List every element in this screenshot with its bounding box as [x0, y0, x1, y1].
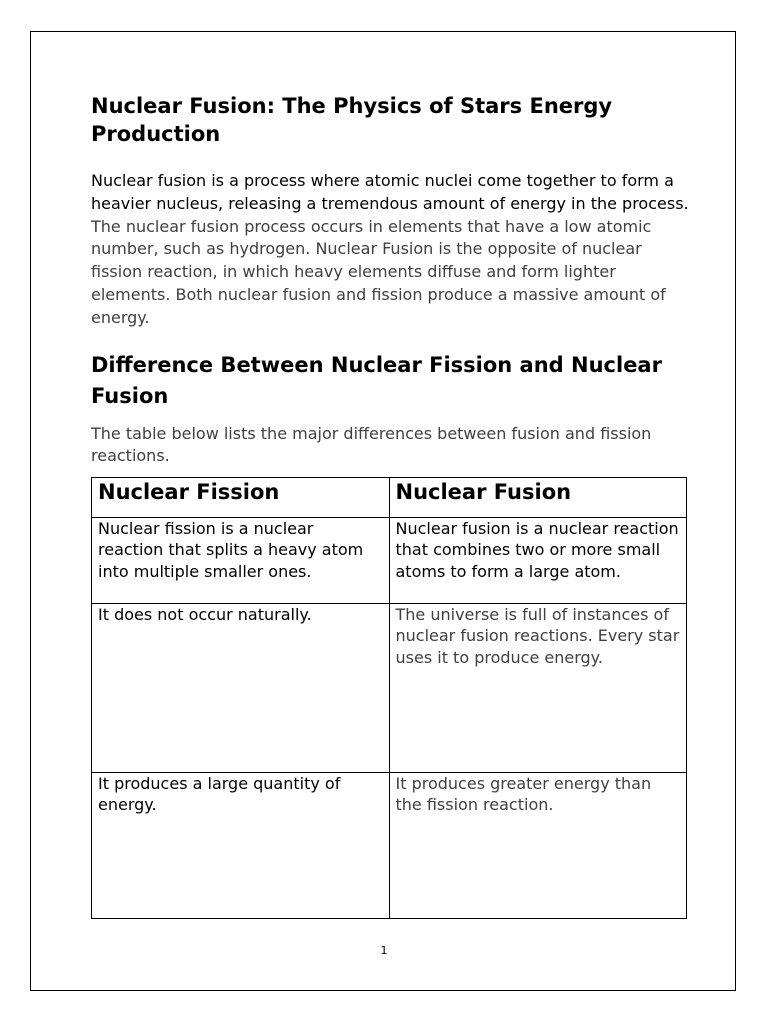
document-page: [30, 31, 736, 991]
table-cell-fusion: The universe is full of instances of nuclear fusion reactions. Every star uses it to produce energy.: [389, 603, 687, 772]
document-content: [91, 92, 691, 919]
comparison-table: [91, 477, 687, 919]
table-row: [92, 603, 687, 772]
table-row: [92, 772, 687, 918]
header-nuclear-fission: Nuclear Fission: [92, 477, 390, 517]
page-number: 1: [380, 944, 388, 957]
intro-text-part-2: The nuclear fusion process occurs in elements that have a low atomic number, such as hydrogen. Nuclear Fusion is the opposite of nuclear fission reaction, in which heavy elements diffuse and form lighter elements. Both nuclear fusion and fission produce a massive amount of energy.: [91, 216, 666, 327]
table-cell-fission: It produces a large quantity of energy.: [92, 772, 390, 918]
table-cell-fission: It does not occur naturally.: [92, 603, 390, 772]
table-cell-fusion: It produces greater energy than the fission reaction.: [389, 772, 687, 918]
document-title: Nuclear Fusion: The Physics of Stars Energy Production: [91, 94, 613, 146]
table-cell-fusion: Nuclear fusion is a nuclear reaction that combines two or more small atoms to form a large atom.: [389, 517, 687, 603]
intro-text-part-1: Nuclear fusion is a process where atomic nuclei come together to form a heavier nucleus, releasing a tremendous amount of energy in the process.: [91, 171, 689, 213]
header-nuclear-fusion: Nuclear Fusion: [389, 477, 687, 517]
section-lead-text: The table below lists the major differences between fusion and fission reactions.: [91, 423, 652, 466]
table-cell-fission: Nuclear fission is a nuclear reaction that splits a heavy atom into multiple smaller ones.: [92, 517, 390, 603]
table-header-row: [92, 477, 687, 517]
intro-paragraph: [91, 170, 691, 330]
table-row: [92, 517, 687, 603]
section-heading: Difference Between Nuclear Fission and Nuclear Fusion: [91, 352, 662, 408]
